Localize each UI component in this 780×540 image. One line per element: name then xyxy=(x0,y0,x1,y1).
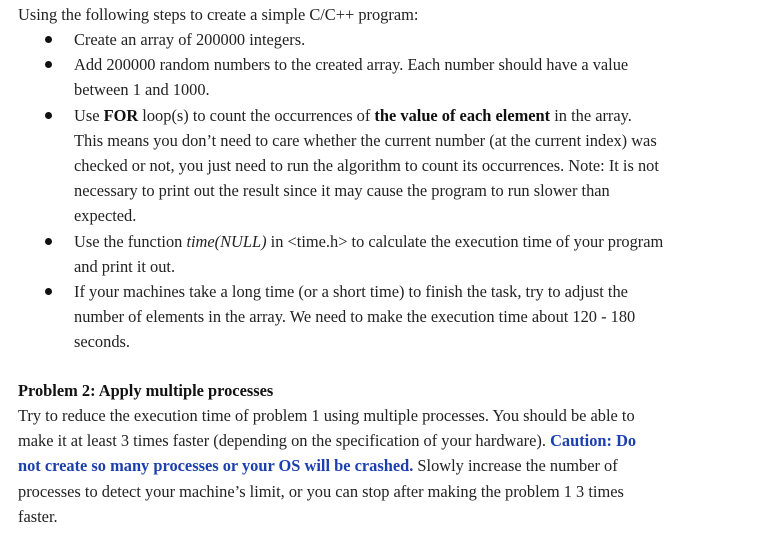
text-line xyxy=(18,504,768,529)
text-span: and print it out. xyxy=(74,256,176,276)
text-span: number of elements in the array. We need to make the execution time about 120 - 180 xyxy=(74,307,636,327)
text-span: Try to reduce the execution time of problem 1 using multiple processes. You should be able to xyxy=(18,406,635,425)
text-span: make it at least 3 times faster (depending on the specification of your hardware). xyxy=(18,431,551,451)
text-span: If your machines take a long time (or a short time) to finish the task, try to adjust the xyxy=(74,282,628,302)
text-span: Slowly increase the number of xyxy=(413,456,618,476)
bullet-icon xyxy=(45,61,52,68)
list-item xyxy=(0,103,780,229)
text-line xyxy=(18,403,768,428)
text-line xyxy=(18,479,768,504)
function-name: time(NULL) xyxy=(186,231,267,251)
text-line xyxy=(74,178,762,203)
list-item xyxy=(0,27,780,52)
text-span: expected. xyxy=(74,206,137,226)
bullet-icon xyxy=(45,288,52,295)
text-line xyxy=(74,77,762,102)
text-span: checked or not, you just need to run the algorithm to count its occurrences. Note: It is not xyxy=(74,156,659,176)
text-span: Use xyxy=(74,105,104,125)
text-line xyxy=(74,103,762,128)
text-line xyxy=(18,453,768,478)
text-line xyxy=(18,428,768,453)
emphasis-for: FOR xyxy=(103,105,139,125)
emphasis-value-of-each-element: the value of each element xyxy=(374,105,551,125)
bullet-icon xyxy=(45,36,52,43)
text-line xyxy=(74,52,762,77)
text-span: loop(s) to count the occurrences of xyxy=(138,105,375,125)
steps-list xyxy=(0,27,780,355)
bullet-icon xyxy=(45,238,52,245)
text-line xyxy=(74,128,762,153)
list-item xyxy=(0,52,780,102)
caution-text: Caution: Do xyxy=(550,431,637,451)
problem2-paragraph xyxy=(18,403,768,529)
text-span: in <time.h> to calculate the execution time of your program xyxy=(266,231,664,251)
section-title: Problem 2: Apply multiple processes xyxy=(18,381,274,400)
text-span: necessary to print out the result since it may cause the program to run slower than xyxy=(74,181,610,201)
text-span: processes to detect your machine’s limit, or you can stop after making the problem 1 3 times xyxy=(18,481,624,501)
text-span: Use the function xyxy=(74,231,187,251)
text-span: Add 200000 random numbers to the created array. Each number should have a value xyxy=(74,55,629,75)
text-line xyxy=(74,279,762,304)
text-span: This means you don’t need to care whether the current number (at the current index) was xyxy=(74,130,657,150)
text-line xyxy=(74,27,762,52)
text-span: in the array. xyxy=(550,105,632,125)
text-span: seconds. xyxy=(74,332,130,352)
intro-text: Using the following steps to create a simple C/C++ program: xyxy=(18,5,419,24)
text-line xyxy=(74,203,762,228)
text-line xyxy=(74,329,762,354)
text-span: faster. xyxy=(18,506,58,526)
caution-text: not create so many processes or your OS will be crashed. xyxy=(18,456,414,476)
bullet-icon xyxy=(45,112,52,119)
text-span: Create an array of 200000 integers. xyxy=(74,30,306,49)
text-span: between 1 and 1000. xyxy=(74,80,210,100)
text-line xyxy=(74,153,762,178)
text-line xyxy=(74,229,762,254)
list-item xyxy=(0,279,780,355)
list-item xyxy=(0,229,780,279)
text-line xyxy=(74,304,762,329)
text-line xyxy=(74,254,762,279)
